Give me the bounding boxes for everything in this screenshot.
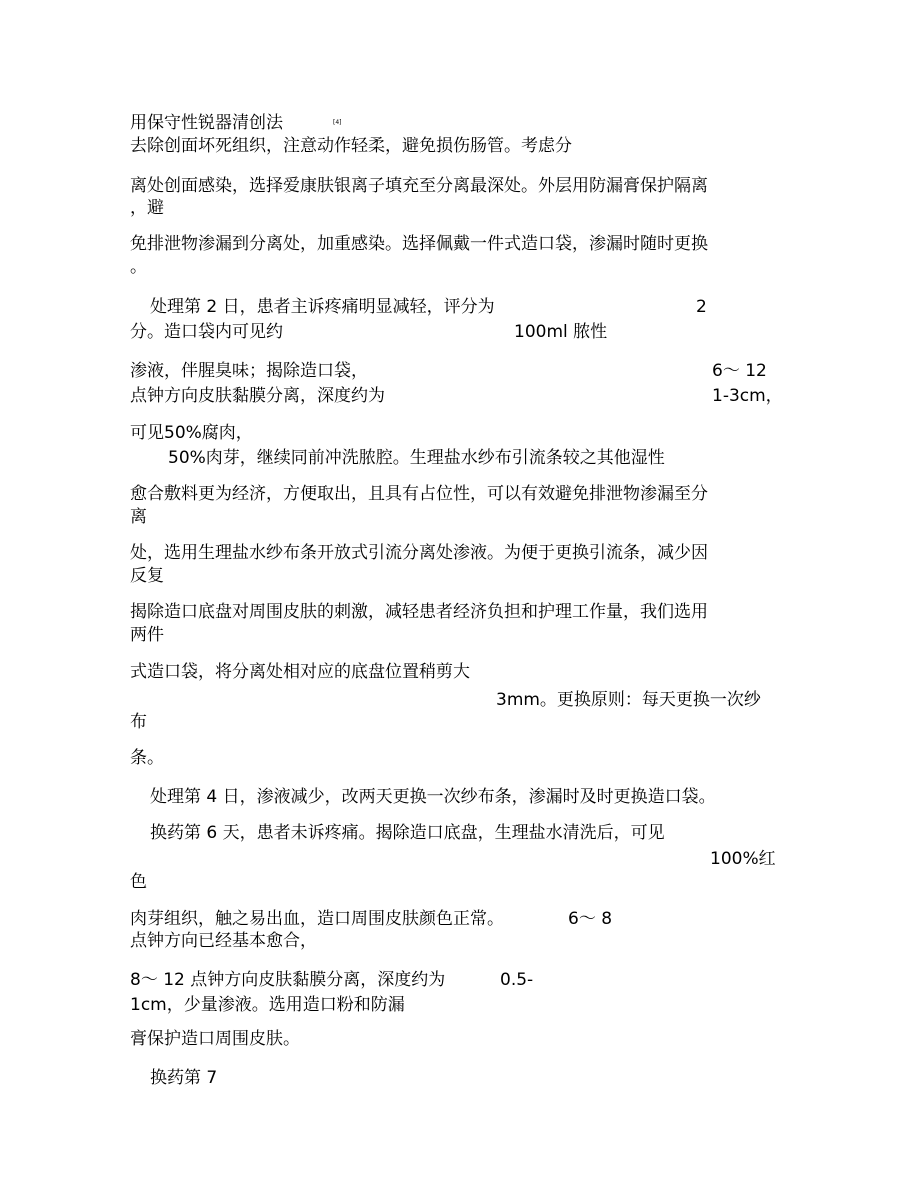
text-line: 渗液，伴腥臭味；揭除造口袋， <box>130 361 368 381</box>
text-line: 用保守性锐器清创法 <box>130 113 283 133</box>
text-line: 免排泄物渗漏到分离处，加重感染。选择佩戴一件式造口袋，渗漏时随时更换 <box>130 234 708 254</box>
text-fragment: 100%红 <box>710 849 776 869</box>
text-fragment: 0.5- <box>500 970 534 990</box>
text-line: 去除创面坏死组织，注意动作轻柔，避免损伤肠管。考虑分 <box>130 136 572 156</box>
text-line: 1cm，少量渗液。选用造口粉和防漏 <box>130 995 405 1015</box>
text-line: 膏保护造口周围皮肤。 <box>130 1029 300 1049</box>
text-line: 式造口袋，将分离处相对应的底盘位置稍剪大 <box>130 662 470 682</box>
text-fragment: 100ml 脓性 <box>514 322 608 342</box>
text-fragment: 2 <box>696 297 707 317</box>
text-line: 8～ 12 点钟方向皮肤黏膜分离，深度约为 <box>130 970 446 990</box>
text-line: 两件 <box>130 625 164 645</box>
text-fragment: 3mm。更换原则：每天更换一次纱 <box>496 690 761 710</box>
text-line: 条。 <box>130 748 164 768</box>
text-line: 50%肉芽，继续同前冲洗脓腔。生理盐水纱布引流条较之其他湿性 <box>168 448 665 468</box>
text-line: 点钟方向皮肤黏膜分离，深度约为 <box>130 386 385 406</box>
text-line: ，避 <box>130 198 164 218</box>
text-line: 愈合敷料更为经济，方便取出，且具有占位性，可以有效避免排泄物渗漏至分 <box>130 484 708 504</box>
text-line: 处理第 4 日，渗液减少，改两天更换一次纱布条，渗漏时及时更换造口袋。 <box>150 787 716 807</box>
text-line: 离 <box>130 507 147 527</box>
text-line: 换药第 6 天，患者未诉疼痛。揭除造口底盘，生理盐水清洗后，可见 <box>150 823 665 843</box>
text-line: 布 <box>130 712 147 732</box>
citation-marker: [4] <box>333 119 342 126</box>
text-line: 。 <box>130 257 147 277</box>
text-line: 换药第 7 <box>150 1068 218 1088</box>
text-fragment: 1-3cm， <box>712 386 783 406</box>
text-line: 可见50%腐肉， <box>130 423 253 443</box>
text-line: 色 <box>130 872 147 892</box>
text-line: 离处创面感染，选择爱康肤银离子填充至分离最深处。外层用防漏膏保护隔离 <box>130 176 708 196</box>
text-fragment: 6～ 12 <box>712 361 767 381</box>
text-line: 反复 <box>130 566 164 586</box>
text-line: 处，选用生理盐水纱布条开放式引流分离处渗液。为便于更换引流条，减少因 <box>130 543 708 563</box>
text-line: 分。造口袋内可见约 <box>130 322 283 342</box>
text-line: 处理第 2 日，患者主诉疼痛明显减轻，评分为 <box>150 297 495 317</box>
text-line: 揭除造口底盘对周围皮肤的刺激，减轻患者经济负担和护理工作量，我们选用 <box>130 602 708 622</box>
text-fragment: 6～ 8 <box>568 909 613 929</box>
text-line: 点钟方向已经基本愈合， <box>130 931 317 951</box>
text-line: 肉芽组织，触之易出血，造口周围皮肤颜色正常。 <box>130 909 504 929</box>
